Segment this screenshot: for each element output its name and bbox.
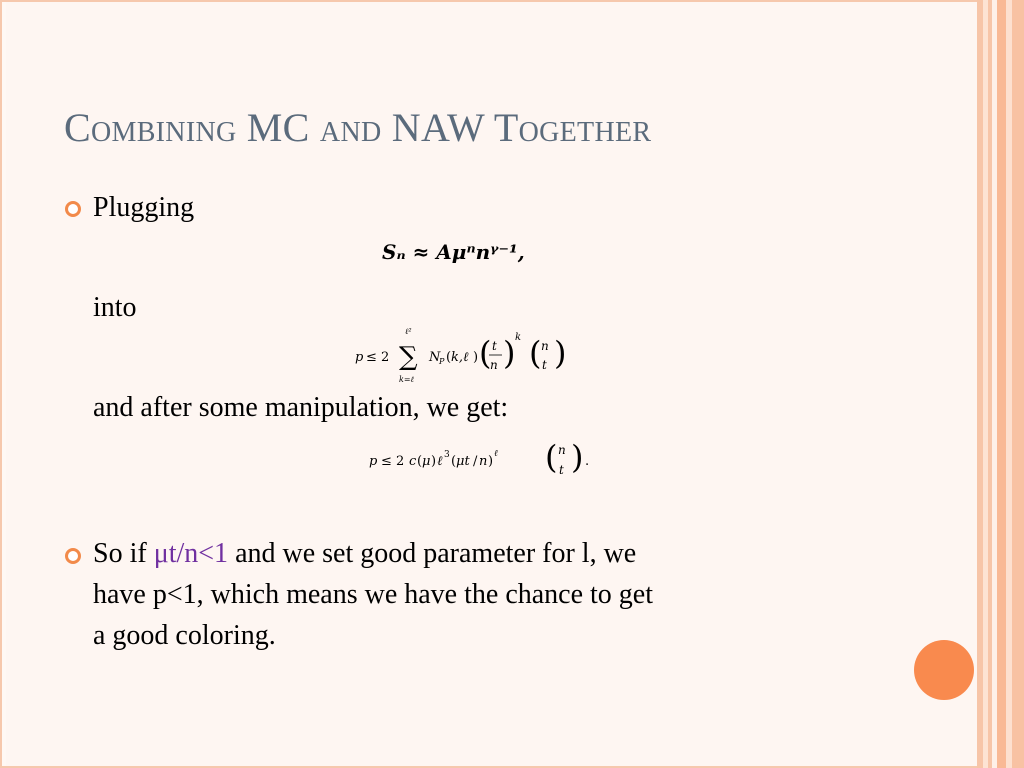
svg-text:t: t xyxy=(542,358,547,372)
svg-text:): ) xyxy=(488,454,494,469)
svg-text:(: ( xyxy=(529,334,542,372)
formula-bound-sum xyxy=(355,326,595,384)
svg-text:): ) xyxy=(554,334,567,372)
bullet2-line3: a good coloring. xyxy=(93,620,276,651)
top-border xyxy=(0,0,1024,6)
decor-stripe xyxy=(997,0,1006,768)
svg-text:n: n xyxy=(479,454,488,469)
svg-text:t: t xyxy=(559,463,564,477)
bullet-marker-icon xyxy=(65,201,81,217)
bullet1-label: Plugging xyxy=(93,192,195,223)
svg-text:/: / xyxy=(473,454,478,469)
svg-text:ℓ²: ℓ² xyxy=(405,327,412,336)
svg-text:P: P xyxy=(439,357,445,366)
svg-text:(: ( xyxy=(479,334,492,372)
svg-text:(: ( xyxy=(446,350,452,365)
slide-title: Combining MC and NAW Together xyxy=(64,105,652,150)
svg-text:): ) xyxy=(503,334,516,372)
decor-circle xyxy=(914,640,974,700)
svg-text:(: ( xyxy=(451,454,457,469)
svg-text:n: n xyxy=(541,339,549,353)
svg-text:): ) xyxy=(431,454,437,469)
svg-text:c: c xyxy=(409,454,417,469)
bullet-marker-icon xyxy=(65,548,81,564)
formula-final-bound xyxy=(369,430,604,488)
bullet2-line1 xyxy=(93,533,636,574)
svg-text:n: n xyxy=(490,358,498,372)
svg-text:3: 3 xyxy=(444,450,450,460)
svg-text:≤ 2: ≤ 2 xyxy=(381,454,405,469)
bullet2-condition: μt/n<1 xyxy=(153,538,229,569)
svg-text:≤ 2: ≤ 2 xyxy=(366,350,390,365)
decor-stripe xyxy=(1012,0,1024,768)
bullet2-prefix: So if xyxy=(93,538,154,569)
bullet1-after: and after some manipulation, we get: xyxy=(93,392,509,423)
svg-text:k=ℓ: k=ℓ xyxy=(399,375,414,384)
svg-text:ℓ: ℓ xyxy=(494,449,498,459)
left-border xyxy=(0,0,6,768)
bullet2-line1-rest: and we set good parameter for l, we xyxy=(228,538,637,569)
svg-text:μt: μt xyxy=(456,454,470,469)
svg-text:(: ( xyxy=(417,454,423,469)
svg-text:(: ( xyxy=(545,438,558,476)
svg-text:k: k xyxy=(515,332,522,343)
bottom-border xyxy=(0,762,1024,768)
bullet2-line2: have p<1, which means we have the chance to get xyxy=(93,579,654,610)
svg-text:k,ℓ: k,ℓ xyxy=(451,350,469,365)
svg-text:p: p xyxy=(369,454,378,469)
svg-text:p: p xyxy=(355,350,364,365)
svg-text:.: . xyxy=(585,454,590,469)
svg-text:∑: ∑ xyxy=(399,342,418,372)
svg-text:): ) xyxy=(571,438,584,476)
formula-sn: Sₙ ≈ Aμⁿnᵞ⁻¹, xyxy=(382,240,525,264)
svg-text:t: t xyxy=(492,339,497,353)
bullet1-into: into xyxy=(93,292,137,323)
svg-text:n: n xyxy=(558,443,566,457)
svg-text:ℓ: ℓ xyxy=(437,454,443,469)
svg-text:): ) xyxy=(473,350,479,365)
svg-text:μ: μ xyxy=(422,454,431,469)
svg-text:N: N xyxy=(429,350,441,365)
